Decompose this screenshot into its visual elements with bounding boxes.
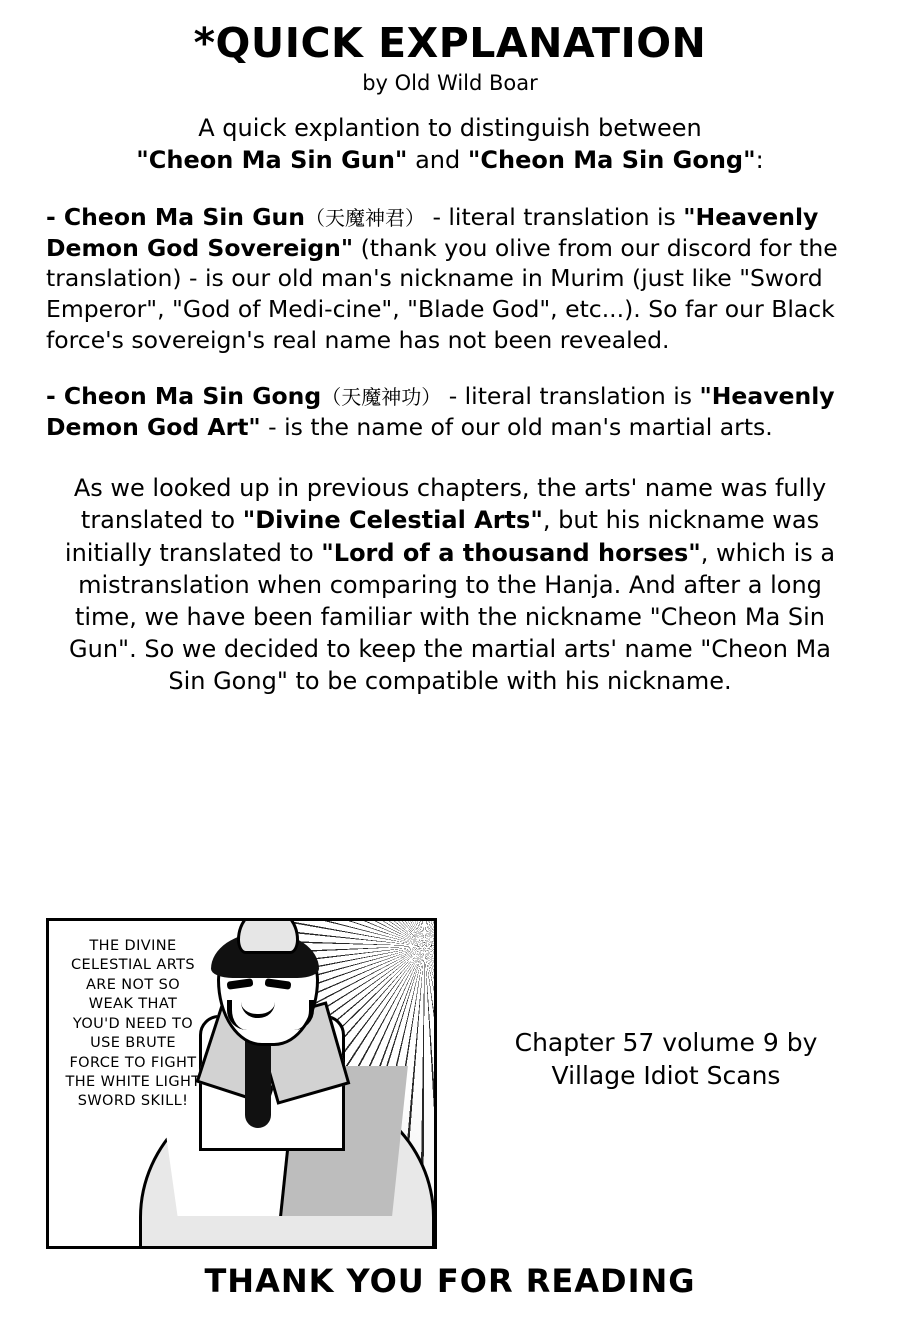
- section-2-lead: - Cheon Ma Sin Gong: [46, 382, 322, 411]
- intro-term-1: "Cheon Ma Sin Gun": [136, 145, 408, 174]
- intro-colon: :: [755, 145, 764, 174]
- closing-part-1: As we looked up in previous chapters, the arts' name was fully translated to: [73, 474, 827, 535]
- section-2-hanja: （天魔神功）: [321, 385, 442, 410]
- panel-background: [49, 921, 434, 1246]
- closing-part-2: , but his nickname was initially translated to: [64, 506, 820, 567]
- byline: by Old Wild Boar: [362, 71, 538, 96]
- page-root: [0, 19, 900, 1321]
- section-2-body-post: - is the name of our old man's martial arts.: [260, 412, 773, 441]
- thank-you-footer: THANK YOU FOR READING: [204, 1262, 696, 1300]
- closing-part-3: , which is a mistranslation when comparing to the Hanja. And after a long time, we have been familiar with the nickname "Cheon Ma Sin Gun". So we decided to keep the martial arts' name "Cheon Ma Sin Gong" to be compatible with his nickname.: [69, 538, 836, 696]
- page-title: *QUICK EXPLANATION: [193, 19, 707, 67]
- section-1-body-post: (thank you olive from our discord for the translation) - is our old man's nickname in Murim (just like "Sword Emperor", "God of Medi-cine", "Blade God", etc...). So far our Black force's sovereign's real name has not been revealed.: [46, 233, 838, 354]
- chapter-credit-line-1: Chapter 57 volume 9 by: [514, 1028, 818, 1057]
- section-1-emphasis: "Heavenly Demon God Sovereign": [46, 203, 819, 262]
- section-1-hanja: （天魔神君）: [304, 206, 425, 231]
- section-1-lead: - Cheon Ma Sin Gun: [46, 203, 305, 232]
- chapter-credit-line-2: Village Idiot Scans: [551, 1061, 781, 1090]
- intro-conjunction: and: [407, 145, 468, 174]
- section-2-body-pre: - literal translation is: [441, 382, 700, 411]
- section-cheon-ma-sin-gun: [46, 202, 854, 355]
- section-2-emphasis: "Heavenly Demon God Art": [46, 382, 835, 441]
- closing-bold-2: "Lord of a thousand horses": [321, 538, 701, 567]
- speech-text: THE DIVINE CELESTIAL ARTS ARE NOT SO WEAK THAT YOU'D NEED TO USE BRUTE FORCE TO FIGHT THE WHITE LIGHT SWORD SKILL!: [65, 938, 201, 1110]
- figure-hat: [237, 918, 299, 954]
- manga-panel: [46, 918, 437, 1249]
- section-1-body-pre: - literal translation is: [424, 203, 684, 232]
- section-cheon-ma-sin-gong: [46, 381, 854, 442]
- intro-term-2: "Cheon Ma Sin Gong": [467, 145, 756, 174]
- closing-paragraph: [52, 472, 848, 697]
- intro-line-1: A quick explantion to distinguish between: [198, 114, 702, 143]
- intro-paragraph: [40, 113, 860, 176]
- closing-bold-1: "Divine Celestial Arts": [242, 506, 543, 535]
- chapter-credit: [456, 1026, 876, 1092]
